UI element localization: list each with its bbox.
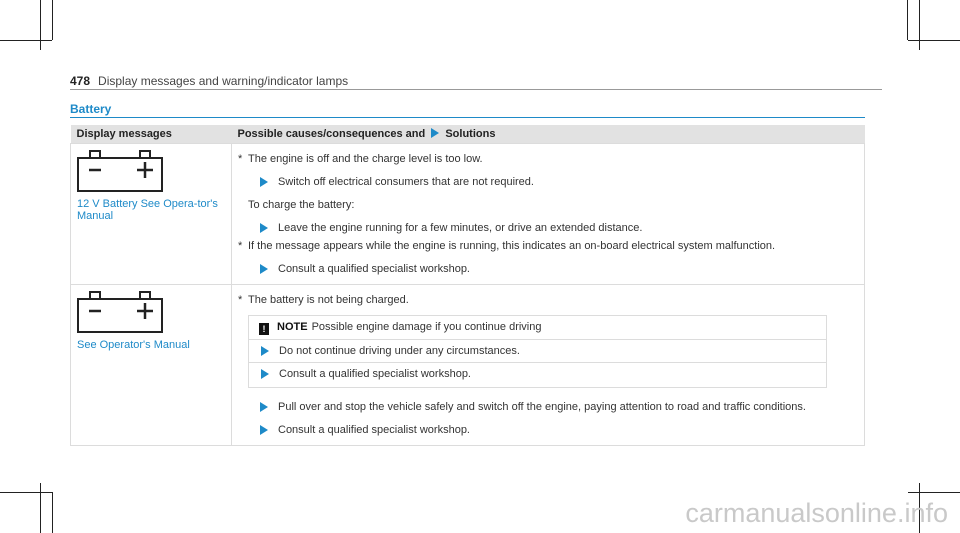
crop-mark (40, 0, 41, 50)
causes-solutions-cell (232, 285, 865, 446)
note-item: Consult a qualified specialist workshop. (249, 363, 826, 387)
solution-item: Leave the engine running for a few minutes, or drive an extended distance. (238, 221, 858, 235)
section-divider (70, 117, 865, 118)
display-message-cell (71, 144, 232, 285)
column-header-causes-label: Possible causes/consequences and (237, 128, 426, 140)
display-message-text: See Operator's Manual (77, 339, 190, 351)
section-title: Battery (70, 102, 112, 116)
causes-solutions-cell (232, 144, 865, 285)
solution-arrow-icon (260, 223, 268, 233)
note-text: Possible engine damage if you continue driving (311, 321, 542, 333)
battery-icon (77, 291, 163, 333)
solution-arrow-icon (261, 346, 269, 356)
column-header-display-messages: Display messages (71, 125, 232, 144)
crop-mark (908, 40, 960, 41)
solution-arrow-icon (260, 402, 268, 412)
note-header (249, 316, 826, 340)
watermark: carmanualsonline.info (685, 498, 948, 528)
instruction-text: To charge the battery: (248, 199, 355, 211)
table-header-row (71, 125, 865, 144)
battery-icon (77, 150, 163, 192)
page-header-title: Display messages and warning/indicator lamps (98, 74, 349, 88)
header-divider (70, 89, 882, 90)
crop-mark (0, 40, 52, 41)
cause-item: * If the message appears while the engine is running, this indicates an on-board electrical system malfunction. (238, 240, 776, 252)
solution-arrow-icon (261, 369, 269, 379)
crop-mark (52, 0, 53, 40)
solution-arrow-icon (431, 128, 439, 138)
page-header (70, 74, 348, 88)
note-item: Do not continue driving under any circumstances. (249, 340, 826, 363)
crop-mark (0, 492, 52, 493)
note-label: NOTE (277, 321, 308, 333)
table-row (71, 144, 865, 285)
crop-mark (40, 483, 41, 533)
solution-item: Switch off electrical consumers that are not required. (238, 175, 858, 189)
crop-mark (919, 0, 920, 50)
solution-arrow-icon (260, 177, 268, 187)
display-message-cell (71, 285, 232, 446)
solution-item: Pull over and stop the vehicle safely and switch off the engine, paying attention to road and traffic conditions. (238, 400, 858, 414)
crop-mark (908, 492, 960, 493)
display-message-text: 12 V Battery See Opera-tor's Manual (77, 198, 218, 222)
warning-icon: ! (259, 323, 269, 335)
solution-item: Consult a qualified specialist workshop. (238, 423, 858, 437)
solution-arrow-icon (260, 264, 268, 274)
solution-arrow-icon (260, 425, 268, 435)
crop-mark (907, 0, 908, 40)
note-box (248, 315, 827, 388)
table-row (71, 285, 865, 446)
solution-item: Consult a qualified specialist workshop. (238, 262, 858, 276)
crop-mark (52, 492, 53, 533)
cause-item: * The engine is off and the charge level is too low. (238, 153, 483, 165)
column-header-causes-solutions (232, 125, 865, 144)
display-messages-table (70, 125, 865, 446)
cause-item: * The battery is not being charged. (238, 294, 409, 306)
page-number: 478 (70, 74, 91, 88)
column-header-solutions-label: Solutions (445, 128, 496, 140)
